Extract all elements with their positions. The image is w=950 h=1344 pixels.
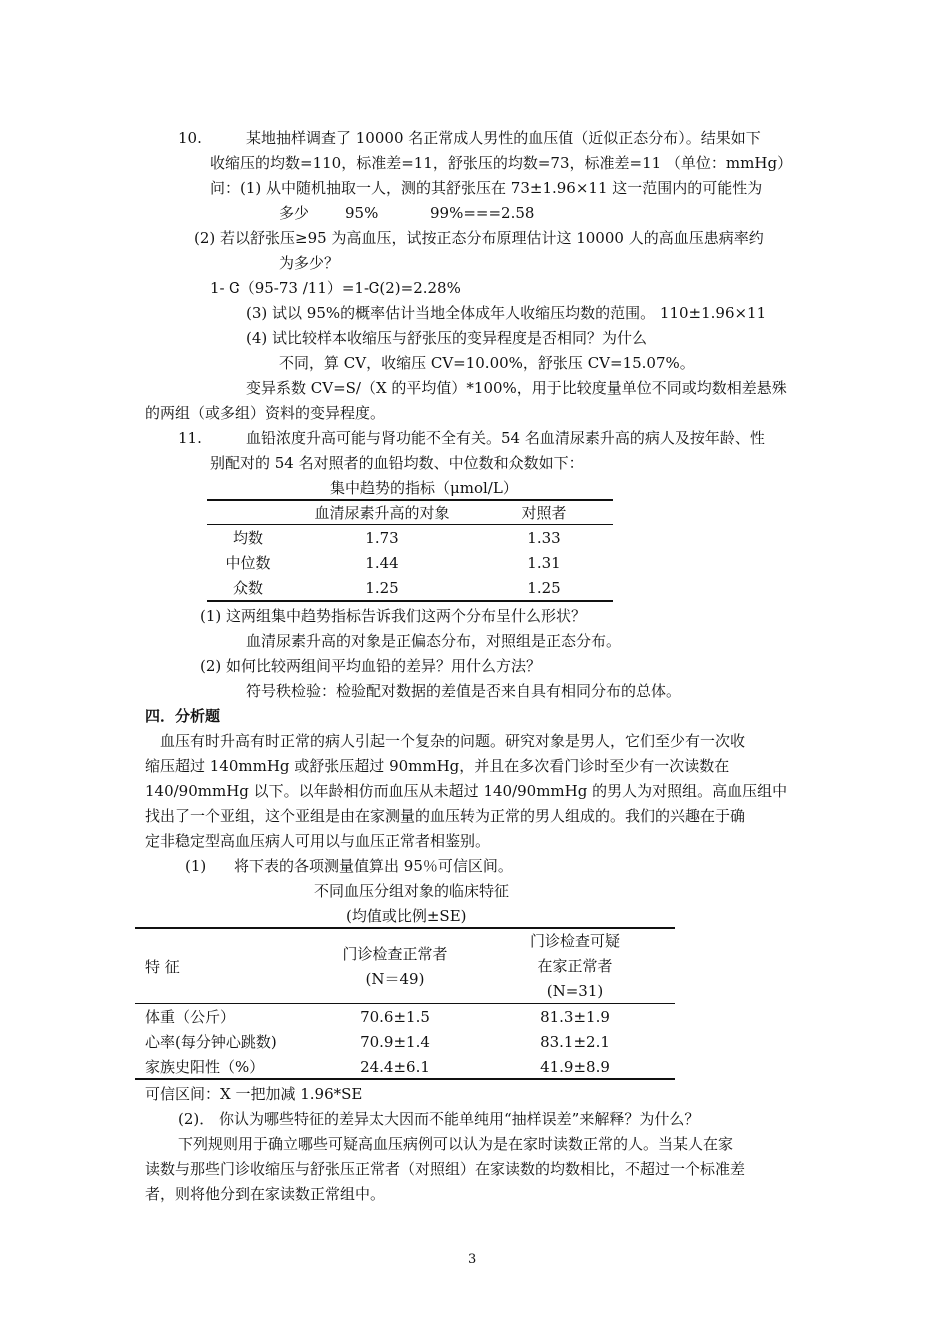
q10-line-4c: 99%===2.58 [430, 204, 535, 222]
sec4-header-suspect-line-2: 在家正常者 [537, 957, 613, 975]
q11-answer-1: 血清尿素升高的对象是正偏态分布，对照组是正态分布。 [246, 632, 622, 650]
sec4-rule-line-1: 下列规则用于确立哪些可疑高血压病例可以认为是在家时读数正常的人。当某人在家 [178, 1135, 734, 1153]
sec4-header-normal-line-2: (N＝49) [365, 969, 425, 988]
sec4-confidence-interval: 可信区间：X 一把加减 1.96*SE [145, 1085, 363, 1103]
sec4-header-normal-line-1: 门诊检查正常者 [342, 944, 448, 963]
q11-number: 11. [178, 429, 202, 447]
q10-line-2: 收缩压的均数=110，标准差=11，舒张压的均数=73，标准差=11 （单位：mmHg） [210, 154, 793, 172]
q11-header-control: 对照者 [521, 504, 567, 522]
sec4-q1-text: 将下表的各项测量值算出 95％可信区间。 [234, 857, 513, 875]
sec4-table-title: 不同血压分组对象的临床特征 [314, 882, 510, 900]
table-row [207, 550, 613, 575]
sec4-paragraph-line-2: 缩压超过 140mmHg 或舒张压超过 90mmHg，并且在多次看门诊时至少有一次读数在 [145, 757, 730, 775]
sec4-cell: 41.9±8.9 [540, 1057, 610, 1076]
sec4-header-normal [315, 929, 475, 1004]
sec4-q1-number: (1) [185, 857, 207, 875]
sec4-cell: 70.6±1.5 [360, 1007, 430, 1026]
q11-question-1: (1) 这两组集中趋势指标告诉我们这两个分布呈什么形状？ [200, 607, 587, 625]
q10-line-6: 为多少？ [279, 254, 340, 272]
q11-cell: 1.44 [365, 553, 399, 572]
q10-number: 10. [178, 129, 202, 147]
q11-header-empty [207, 501, 289, 525]
q10-line-3: 问：(1) 从中随机抽取一人，测的其舒张压在 73±1.96×11 这一范围内的可能性为 [210, 179, 763, 197]
q11-header-case: 血清尿素升高的对象 [314, 504, 450, 522]
q11-line-1: 血铅浓度升高可能与肾功能不全有关。54 名血清尿素升高的病人及按年龄、性 [246, 429, 765, 447]
table-row [135, 1029, 675, 1054]
q11-cell: 1.25 [365, 578, 399, 597]
q11-table-title: 集中趋势的指标（μmol/L） [330, 479, 518, 497]
sec4-header-suspect-line-3: (N=31) [546, 982, 604, 1000]
q10-line-8: (3) 试以 95%的概率估计当地全体成年人收缩压均数的范围。 110±1.96×11 [246, 304, 767, 322]
q10-line-12: 的两组（或多组）资料的变异程度。 [145, 404, 386, 422]
q11-table [207, 501, 613, 600]
q11-table-header-row [207, 501, 613, 525]
q10-line-1: 某地抽样调查了 10000 名正常成人男性的血压值（近似正态分布）。结果如下 [246, 129, 761, 147]
sec4-rule-line-2: 读数与那些门诊收缩压与舒张压正常者（对照组）在家读数的均数相比，不超过一个标准差 [145, 1160, 746, 1178]
q10-line-7: 1- Ꮳ（95-73 /11）=1-Ꮳ(2)=2.28% [210, 279, 461, 297]
q11-line-2: 别配对的 54 名对照者的血铅均数、中位数和众数如下： [210, 454, 584, 472]
table-row [135, 1054, 675, 1079]
sec4-row-label: 体重（公斤） [145, 1007, 236, 1026]
q11-answer-2: 符号秩检验：检验配对数据的差值是否来自具有相同分布的总体。 [246, 682, 682, 700]
q10-line-11: 变异系数 CV=S/（X 的平均值）*100%，用于比较度量单位不同或均数相差悬殊 [246, 379, 787, 397]
sec4-cell: 24.4±6.1 [360, 1057, 430, 1076]
sec4-q2-text: (2)． 你认为哪些特征的差异太大因而不能单纯用“抽样误差”来解释？为什么？ [178, 1110, 700, 1128]
q11-cell: 1.31 [527, 553, 561, 572]
page-number: 3 [468, 1252, 477, 1267]
sec4-paragraph-line-1: 血压有时升高有时正常的病人引起一个复杂的问题。研究对象是男人，它们至少有一次收 [160, 732, 746, 750]
sec4-cell: 70.9±1.4 [360, 1032, 430, 1051]
sec4-row-label: 家族史阳性（%） [145, 1057, 265, 1076]
sec4-row-label: 心率(每分钟心跳数) [145, 1032, 277, 1051]
q11-cell: 1.33 [527, 528, 561, 547]
sec4-cell: 83.1±2.1 [540, 1032, 610, 1051]
sec4-paragraph-line-5: 定非稳定型高血压病人可用以与血压正常者相鉴别。 [145, 832, 491, 850]
q11-row-label: 众数 [232, 578, 263, 597]
q11-table-bottom-rule [207, 600, 613, 602]
q11-row-label: 中位数 [225, 553, 271, 572]
q11-cell: 1.25 [527, 578, 561, 597]
section-heading: 四．分析题 [145, 707, 221, 725]
q10-line-4b: 95% [345, 204, 379, 222]
table-row [207, 525, 613, 550]
sec4-table-subtitle: (均值或比例±SE) [346, 907, 467, 925]
q11-cell: 1.73 [365, 528, 399, 547]
q11-row-label: 均数 [232, 528, 263, 547]
sec4-header-suspect [475, 929, 675, 1004]
q10-line-9: (4) 试比较样本收缩压与舒张压的变异程度是否相同？为什么 [246, 329, 648, 347]
sec4-header-feature: 特 征 [145, 957, 180, 976]
q11-question-2: (2) 如何比较两组间平均血铅的差异？用什么方法？ [200, 657, 542, 675]
q10-line-5: (2) 若以舒张压≥95 为高血压，试按正态分布原理估计这 10000 人的高血压患病率约 [194, 229, 764, 247]
sec4-table-header-row [135, 929, 675, 1004]
table-row [135, 1004, 675, 1029]
sec4-table [135, 929, 675, 1079]
sec4-paragraph-line-3: 140/90mmHg 以下。以年龄相仿而血压从未超过 140/90mmHg 的男人为对照组。高血压组中 [145, 782, 788, 800]
table-row [207, 575, 613, 600]
sec4-rule-line-3: 者，则将他分到在家读数正常组中。 [145, 1185, 386, 1203]
q10-line-10: 不同，算 CV，收缩压 CV=10.00%，舒张压 CV=15.07%。 [279, 354, 695, 372]
sec4-paragraph-line-4: 找出了一个亚组，这个亚组是由在家测量的血压转为正常的男人组成的。我们的兴趣在于确 [145, 807, 746, 825]
sec4-header-suspect-line-1: 门诊检查可疑 [529, 932, 620, 950]
sec4-cell: 81.3±1.9 [540, 1007, 610, 1026]
q10-line-4a: 多少 [279, 204, 310, 222]
